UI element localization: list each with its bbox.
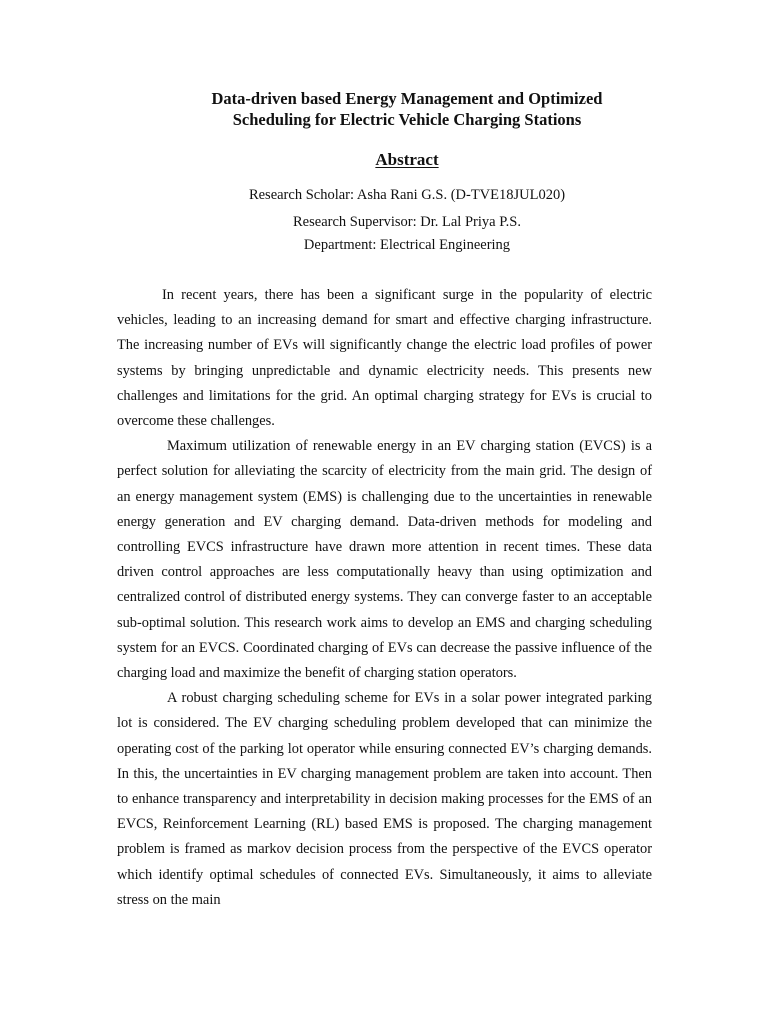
abstract-heading <box>150 149 664 171</box>
abstract-paragraph-2: Maximum utilization of renewable energy in an EV charging station (EVCS) is a perfect solution for alleviating the scarcity of electricity from the main grid. The design of an energy management system (EMS) is challenging due to the uncertainties in renewable energy generation and EV charging demand. Data-driven methods for modeling and controlling EVCS infrastructure have drawn more attention in recent times. These data driven control approaches are less computationally heavy than using optimization and centralized control of distributed energy systems. They can converge faster to an acceptable sub-optimal solution. This research work aims to develop an EMS and charging scheduling system for an EVCS. Coordinated charging of EVs can decrease the passive influence of the charging load and maximize the benefit of charging station operators. <box>117 438 652 682</box>
title-line-2: Scheduling for Electric Vehicle Charging Stations <box>232 110 582 129</box>
research-scholar: Research Scholar: Asha Rani G.S. (D-TVE18JUL020) <box>248 187 566 203</box>
department: Department: Electrical Engineering <box>303 237 511 253</box>
abstract-heading-text: Abstract <box>375 150 439 169</box>
abstract-paragraph-3: A robust charging scheduling scheme for EVs in a solar power integrated parking lot is considered. The EV charging scheduling problem developed that can minimize the operating cost of the parking lot operator while ensuring connected EV’s charging demands. In this, the uncertainties in EV charging management problem are taken into account. Then to enhance transparency and interpretability in decision making processes for the EMS of an EVCS, Reinforcement Learning (RL) based EMS is proposed. The charging management problem is framed as markov decision process from the perspective of the EVCS operator which identify optimal schedules of connected EVs. Simultaneously, it aims to alleviate stress on the main <box>117 690 652 908</box>
document-title <box>150 88 664 130</box>
abstract-paragraph-1: In recent years, there has been a significant surge in the popularity of electric vehicles, leading to an increasing demand for smart and effective charging infrastructure. The increasing number of EVs will significantly change the electric load profiles of power systems by bringing unpredictable and dynamic electricity needs. This presents new challenges and limitations for the grid. An optimal charging strategy for EVs is crucial to overcome these challenges. <box>117 287 652 430</box>
title-line-1: Data-driven based Energy Management and Optimized <box>211 89 603 108</box>
research-supervisor: Research Supervisor: Dr. Lal Priya P.S. <box>293 214 521 230</box>
abstract-body <box>117 283 652 913</box>
